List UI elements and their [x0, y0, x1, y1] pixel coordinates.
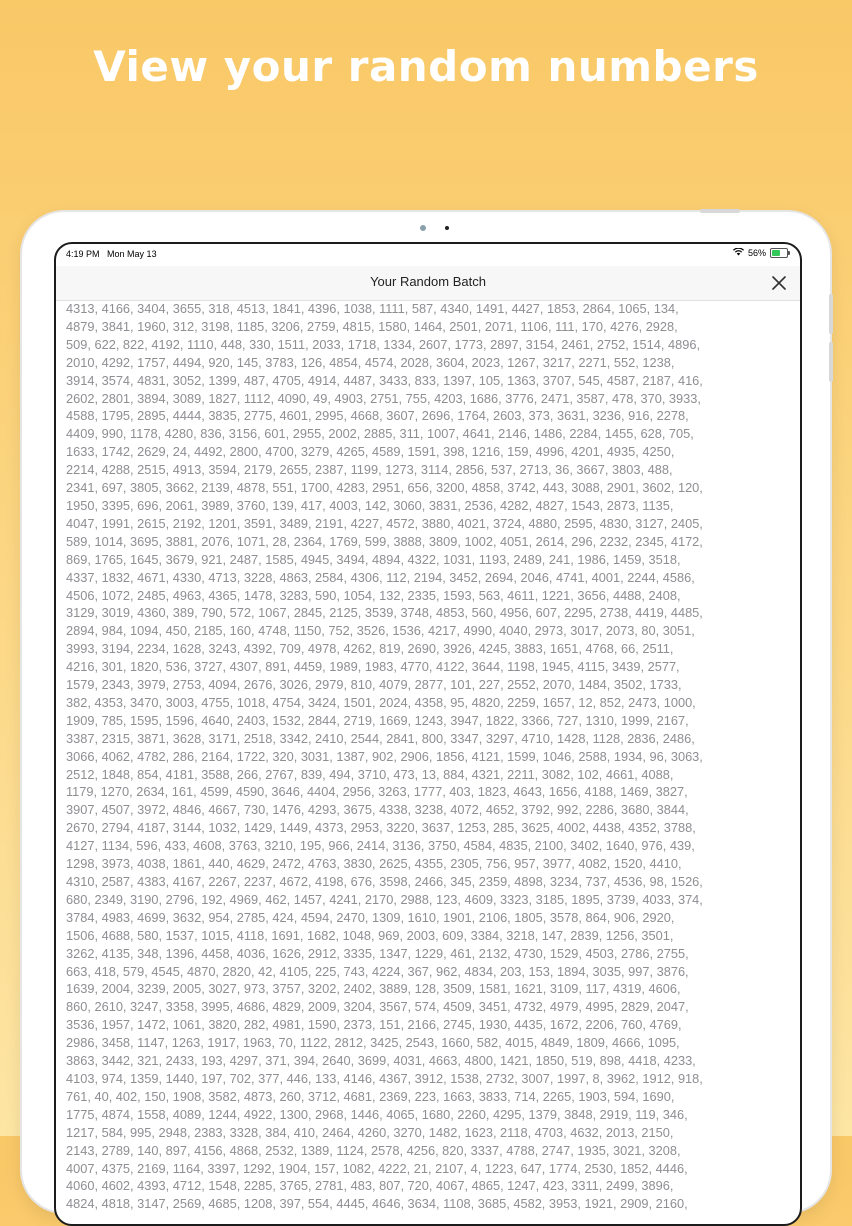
- number-line: 3129, 3019, 4360, 389, 790, 572, 1067, 2845, 2125, 3539, 3748, 4853, 560, 4956, 607, 2295, 2738, 4419, 4485,: [66, 605, 703, 621]
- number-line: 2670, 2794, 4187, 3144, 1032, 1429, 1449, 4373, 2953, 3220, 3637, 1253, 285, 3625, 4002, 4438, 4352, 3788,: [66, 820, 696, 836]
- number-line: 3262, 4135, 348, 1396, 4458, 4036, 1626, 2912, 3335, 1347, 1229, 461, 2132, 4730, 1529, 4503, 2786, 2755,: [66, 945, 689, 961]
- wifi-icon: [733, 248, 744, 258]
- number-line: 4310, 2587, 4383, 4167, 2267, 2237, 4672, 4198, 676, 3598, 2466, 345, 2359, 4898, 3234, 737, 4536, 98, 1526,: [66, 874, 703, 889]
- number-line: 4127, 1134, 596, 433, 4608, 3763, 3210, 195, 966, 2414, 3136, 3750, 4584, 4835, 2100, 3402, 1640, 976, 439,: [66, 838, 695, 854]
- number-line: 4313, 4166, 3404, 3655, 318, 4513, 1841, 4396, 1038, 1111, 587, 4340, 1491, 4427, 1853, 2864, 1065, 134,: [66, 301, 679, 316]
- number-line: 4824, 4818, 3147, 2569, 4685, 1208, 397, 554, 4445, 4646, 3634, 1108, 3685, 4582, 3953, 1921, 2909, 2160,: [66, 1196, 688, 1212]
- number-line: 4337, 1832, 4671, 4330, 4713, 3228, 4863, 2584, 4306, 112, 2194, 3452, 2694, 2046, 4741, 4001, 2244, 4586,: [66, 569, 695, 585]
- ipad-frame: [22, 212, 830, 1212]
- number-line: 509, 622, 822, 4192, 1110, 448, 330, 1511, 2033, 1718, 1334, 2607, 1773, 2897, 3154, 2461, 2752, 1514, 4896,: [66, 336, 701, 352]
- number-line: 3863, 3442, 321, 2433, 193, 4297, 371, 394, 2640, 3699, 4031, 4663, 4800, 1421, 1850, 519, 898, 4418, 4233,: [66, 1053, 696, 1069]
- status-time: 4:19 PM: [66, 249, 100, 259]
- number-line: 1775, 4874, 1558, 4089, 1244, 4922, 1300, 2968, 1446, 4065, 1680, 2260, 4295, 1379, 3848, 2919, 119, 346,: [66, 1106, 688, 1122]
- number-line: 4007, 4375, 2169, 1164, 3397, 1292, 1904, 157, 1082, 4222, 21, 2107, 4, 1223, 647, 1774, 2530, 1852, 4446,: [66, 1160, 688, 1176]
- number-line: 3536, 1957, 1472, 1061, 3820, 282, 4981, 1590, 2373, 151, 2166, 2745, 1930, 4435, 1672, 2206, 760, 4769,: [66, 1017, 682, 1033]
- random-numbers-text: [66, 300, 790, 1213]
- number-line: 2986, 3458, 1147, 1263, 1917, 1963, 70, 1122, 2812, 3425, 2543, 1660, 582, 4015, 4849, 1809, 4666, 1095,: [66, 1035, 680, 1051]
- number-line: 1179, 1270, 2634, 161, 4599, 4590, 3646, 4404, 2956, 3263, 1777, 403, 1823, 4643, 1656, 4188, 1469, 3827,: [66, 784, 688, 800]
- number-line: 3914, 3574, 4831, 3052, 1399, 487, 4705, 4914, 4487, 3433, 833, 1397, 105, 1363, 3707, 545, 4587, 2187, 416,: [66, 372, 703, 388]
- number-line: 2894, 984, 1094, 450, 2185, 160, 4748, 1150, 752, 3526, 1536, 4217, 4990, 4040, 2973, 3017, 2073, 80, 3051,: [66, 623, 695, 639]
- status-bar: [56, 244, 800, 266]
- number-line: 4879, 3841, 1960, 312, 3198, 1185, 3206, 2759, 4815, 1580, 1464, 2501, 2071, 1106, 111, 170, 4276, 2928,: [66, 318, 678, 334]
- volume-button: [829, 294, 833, 334]
- number-line: 589, 1014, 3695, 3881, 2076, 1071, 28, 2364, 1769, 599, 3888, 3809, 1002, 4051, 2614, 296, 2232, 2345, 4172,: [66, 533, 703, 549]
- number-line: 3993, 3194, 2234, 1628, 3243, 4392, 709, 4978, 4262, 819, 2690, 3926, 4245, 3883, 1651, 4768, 66, 2511,: [66, 641, 674, 657]
- camera-dot: [420, 225, 426, 231]
- close-icon: [772, 276, 786, 290]
- battery-icon: [770, 248, 788, 258]
- number-line: 1298, 3973, 4038, 1861, 440, 4629, 2472, 4763, 3830, 2625, 4355, 2305, 756, 957, 3977, 4082, 1520, 4410,: [66, 856, 682, 872]
- number-line: 1909, 785, 1595, 1596, 4640, 2403, 1532, 2844, 2719, 1669, 1243, 3947, 1822, 3366, 727, 1310, 1999, 2167,: [66, 712, 689, 728]
- status-date: Mon May 13: [107, 249, 157, 259]
- number-line: 1639, 2004, 3239, 2005, 3027, 973, 3757, 3202, 2402, 3889, 128, 3509, 1581, 1621, 3109, 117, 4319, 4606,: [66, 981, 681, 997]
- number-line: 663, 418, 579, 4545, 4870, 2820, 42, 4105, 225, 743, 4224, 367, 962, 4834, 203, 153, 1894, 3035, 997, 3876,: [66, 963, 689, 979]
- number-line: 4103, 974, 1359, 1440, 197, 702, 377, 446, 133, 4146, 4367, 3912, 1538, 2732, 3007, 1997, 8, 3962, 1912, 918,: [66, 1070, 703, 1086]
- number-line: 1579, 2343, 3979, 2753, 4094, 2676, 3026, 2979, 810, 4079, 2877, 101, 227, 2552, 2070, 1484, 3502, 1733,: [66, 677, 682, 693]
- battery-fill: [772, 250, 780, 256]
- nav-title: Your Random Batch: [370, 274, 486, 289]
- number-line: 3784, 4983, 4699, 3632, 954, 2785, 424, 4594, 2470, 1309, 1610, 1901, 2106, 1805, 3578, 864, 906, 2920,: [66, 909, 675, 925]
- number-line: 761, 40, 402, 150, 1908, 3582, 4873, 260, 3712, 4681, 2369, 223, 1663, 3833, 714, 2265, 1903, 594, 1690,: [66, 1088, 675, 1104]
- nav-bar: [56, 266, 800, 301]
- number-line: 1506, 4688, 580, 1537, 1015, 4118, 1691, 1682, 1048, 969, 2003, 609, 3384, 3218, 147, 2839, 1256, 3501,: [66, 927, 674, 943]
- volume-button: [829, 342, 833, 382]
- screen: [54, 242, 802, 1226]
- number-line: 2010, 4292, 1757, 4494, 920, 145, 3783, 126, 4854, 4574, 2028, 3604, 2023, 1267, 3217, 2271, 552, 1238,: [66, 354, 675, 370]
- number-line: 1633, 1742, 2629, 24, 4492, 2800, 4700, 3279, 4265, 4589, 1591, 398, 1216, 159, 4996, 4201, 4935, 4250,: [66, 444, 675, 460]
- number-line: 1950, 3395, 696, 2061, 3989, 3760, 139, 417, 4003, 142, 3060, 3831, 2536, 4282, 4827, 1543, 2873, 1135,: [66, 497, 674, 513]
- number-line: 680, 2349, 3190, 2796, 192, 4969, 462, 1457, 4241, 2170, 2988, 123, 4609, 3323, 3185, 1895, 3739, 4033, 374,: [66, 891, 703, 907]
- number-line: 2512, 1848, 854, 4181, 3588, 266, 2767, 839, 494, 3710, 473, 13, 884, 4321, 2211, 3082, 102, 4661, 4088,: [66, 766, 674, 782]
- battery-percent: 56%: [747, 248, 766, 258]
- number-line: 3066, 4062, 4782, 286, 2164, 1722, 320, 3031, 1387, 902, 2906, 1856, 4121, 1599, 1046, 2588, 1934, 96, 3063,: [66, 748, 703, 764]
- number-line: 3387, 2315, 3871, 3628, 3171, 2518, 3342, 2410, 2544, 2841, 800, 3347, 3297, 4710, 1428, 1128, 2836, 2486,: [66, 730, 695, 746]
- number-line: 382, 4353, 3470, 3003, 4755, 1018, 4754, 3424, 1501, 2024, 4358, 95, 4820, 2259, 1657, 12, 852, 2473, 1000,: [66, 694, 696, 710]
- number-line: 869, 1765, 1645, 3679, 921, 2487, 1585, 4945, 3494, 4894, 4322, 1031, 1193, 2489, 241, 1986, 1459, 3518,: [66, 551, 681, 567]
- number-line: 3907, 4507, 3972, 4846, 4667, 730, 1476, 4293, 3675, 4338, 3238, 4072, 4652, 3792, 992, 2286, 3680, 3844,: [66, 802, 689, 818]
- number-line: 2143, 2789, 140, 897, 4156, 4868, 2532, 1389, 1124, 2578, 4256, 820, 3337, 4788, 2747, 1935, 3021, 3208,: [66, 1142, 681, 1158]
- number-line: 4506, 1072, 2485, 4963, 4365, 1478, 3283, 590, 1054, 132, 2335, 1593, 563, 4611, 1221, 3656, 4488, 2408,: [66, 587, 681, 603]
- number-line: 860, 2610, 3247, 3358, 3995, 4686, 4829, 2009, 3204, 3567, 574, 4509, 3451, 4732, 4979, 4995, 2829, 2047,: [66, 999, 689, 1015]
- number-line: 4060, 4602, 4393, 4712, 1548, 2285, 3765, 2781, 483, 807, 720, 4067, 4865, 1247, 423, 3311, 2499, 3896,: [66, 1178, 674, 1194]
- sensor-dot: [445, 226, 449, 230]
- number-line: 2214, 4288, 2515, 4913, 3594, 2179, 2655, 2387, 1199, 1273, 3114, 2856, 537, 2713, 36, 3667, 3803, 488,: [66, 462, 673, 478]
- headline: View your random numbers: [93, 42, 759, 91]
- number-line: 4409, 990, 1178, 4280, 836, 3156, 601, 2955, 2002, 2885, 311, 1007, 4641, 2146, 1486, 2284, 1455, 628, 705,: [66, 426, 694, 442]
- top-button: [700, 209, 740, 213]
- number-line: 4588, 1795, 2895, 4444, 3835, 2775, 4601, 2995, 4668, 3607, 2696, 1764, 2603, 373, 3631, 3236, 916, 2278,: [66, 408, 689, 424]
- number-line: 2341, 697, 3805, 3662, 2139, 4878, 551, 1700, 4283, 2951, 656, 3200, 4858, 3742, 443, 3088, 2901, 3602, 120,: [66, 480, 703, 496]
- number-line: 4047, 1991, 2615, 2192, 1201, 3591, 3489, 2191, 4227, 4572, 3880, 4021, 3724, 4880, 2595, 4830, 3127, 2405,: [66, 515, 703, 531]
- number-line: 1217, 584, 995, 2948, 2383, 3328, 384, 410, 2464, 4260, 3270, 1482, 1623, 2118, 4703, 4632, 2013, 2150,: [66, 1124, 674, 1140]
- number-line: 4216, 301, 1820, 536, 3727, 4307, 891, 4459, 1989, 1983, 4770, 4122, 3644, 1198, 1945, 4115, 3439, 2577,: [66, 659, 680, 675]
- close-button[interactable]: [768, 272, 790, 294]
- number-line: 2602, 2801, 3894, 3089, 1827, 1112, 4090, 49, 4903, 2751, 755, 4203, 1686, 3776, 2471, 3587, 478, 370, 3933,: [66, 390, 701, 406]
